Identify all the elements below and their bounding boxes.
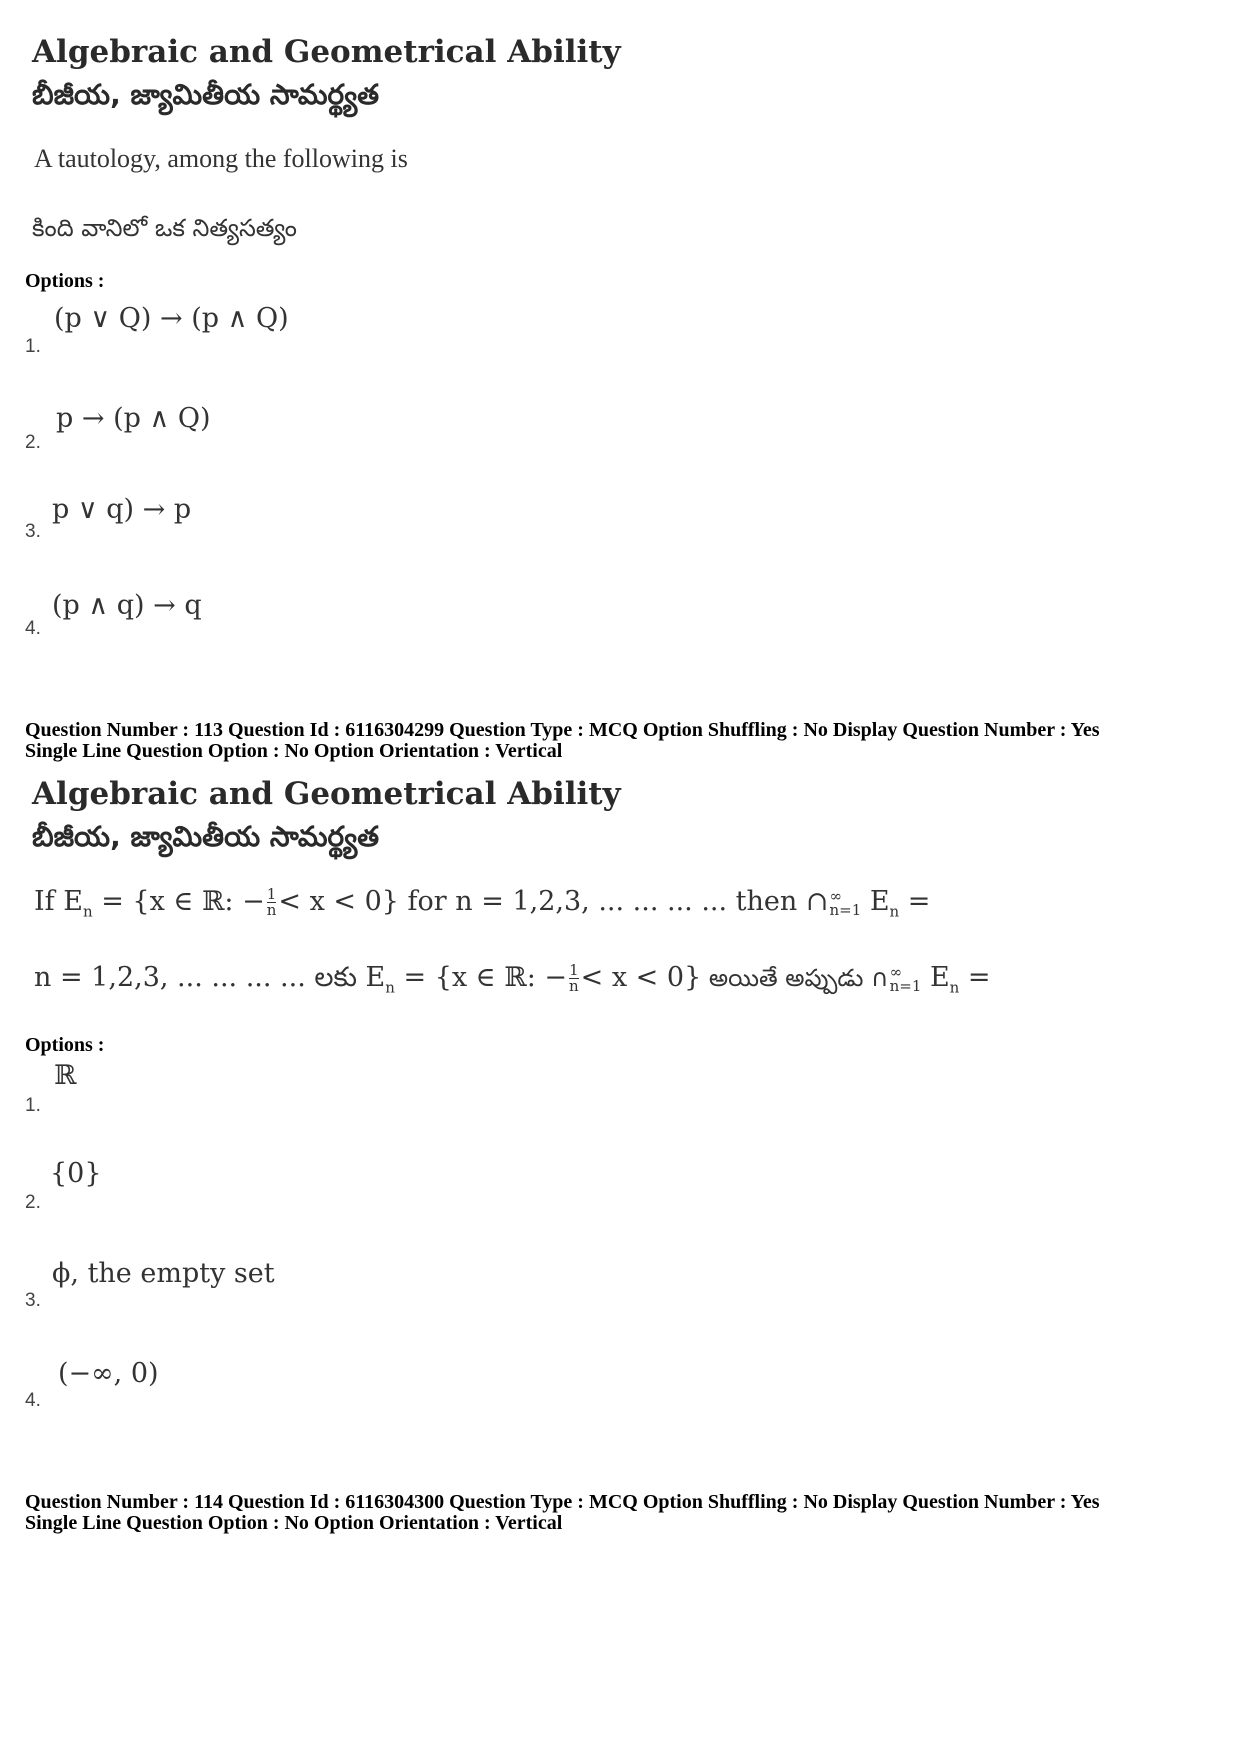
meta-line-2: Single Line Question Option : No Option Orientation : Vertical [25,1512,563,1534]
te-set-open: = {x ∈ ℝ: − [394,962,567,993]
option-number: 2. [25,432,41,453]
q-end: E [861,886,890,917]
option-text: (p ∨ Q) → (p ∧ Q) [54,303,289,334]
intersection-limits [829,886,862,919]
option-text: {0} [50,1158,102,1189]
sub-n1: n=1 [829,900,862,919]
q-equals: = [899,886,931,917]
question-text-te [34,962,991,1000]
fraction-numerator: 1 [569,961,579,979]
fraction [569,963,579,994]
meta-line-1: Question Number : 113 Question Id : 6116304299 Question Type : MCQ Option Shuffling : No Display Question Number : Yes [25,719,1100,741]
option-number: 3. [25,1290,41,1311]
options-label: Options : [25,1034,105,1056]
fraction-denominator: n [569,977,579,995]
option-number: 4. [25,1390,41,1411]
option-text: (p ∧ q) → q [52,590,202,621]
option-text: (−∞, 0) [58,1358,159,1389]
option-number: 1. [25,336,41,357]
question-text-en: A tautology, among the following is [34,144,408,173]
q-set-open: = {x ∈ ℝ: − [92,886,265,917]
option-number: 3. [25,521,41,542]
option-number: 2. [25,1192,41,1213]
sup-infinity: ∞ [889,962,903,981]
sup-infinity: ∞ [829,886,842,905]
options-label: Options : [25,270,105,292]
te-end: E [921,962,950,993]
te-mid: అయితే అప్పుడు ∩ [701,964,889,992]
fraction [267,887,277,918]
option-text: ℝ [54,1060,77,1091]
option-text: ϕ, the empty set [52,1258,275,1289]
te-equals: = [959,962,991,993]
fraction-denominator: n [266,901,277,919]
option-text: p ∨ q) → p [52,494,192,525]
meta-line-1: Question Number : 114 Question Id : 6116304300 Question Type : MCQ Option Shuffling : No Display Question Number : Yes [25,1491,1100,1513]
te-end-sub: n [949,978,960,997]
option-text: p → (p ∧ Q) [56,403,211,434]
question-text-en [34,886,930,920]
q-for: for n = 1,2,3, ... ... ... ... then ∩ [398,886,829,917]
te-sub: n [385,978,395,997]
option-number: 4. [25,618,41,639]
sub-n1: n=1 [889,976,922,995]
q-set-close: < x < 0} [278,886,399,917]
te-set-close: < x < 0} [580,962,702,993]
q-if: If E [34,886,83,917]
question-meta [25,720,1100,762]
q-sub: n [82,902,93,921]
section-title-en: Algebraic and Geometrical Ability [32,776,621,812]
question-text-te: కింది వానిలో ఒక నిత్యసత్యం [32,214,297,242]
section-title-te: బీజీయ, జ్యామితీయ సామర్థ్యత [32,78,380,111]
section-title-te: బీజీయ, జ్యామితీయ సామర్థ్యత [32,820,380,853]
intersection-limits [889,962,922,995]
option-number: 1. [25,1095,41,1116]
meta-line-2: Single Line Question Option : No Option Orientation : Vertical [25,740,563,762]
te-start: n = 1,2,3, ... ... ... ... లకు E [34,962,386,993]
section-title-en: Algebraic and Geometrical Ability [32,34,621,70]
question-meta [25,1492,1100,1534]
fraction-numerator: 1 [266,885,277,903]
q-end-sub: n [889,902,900,921]
